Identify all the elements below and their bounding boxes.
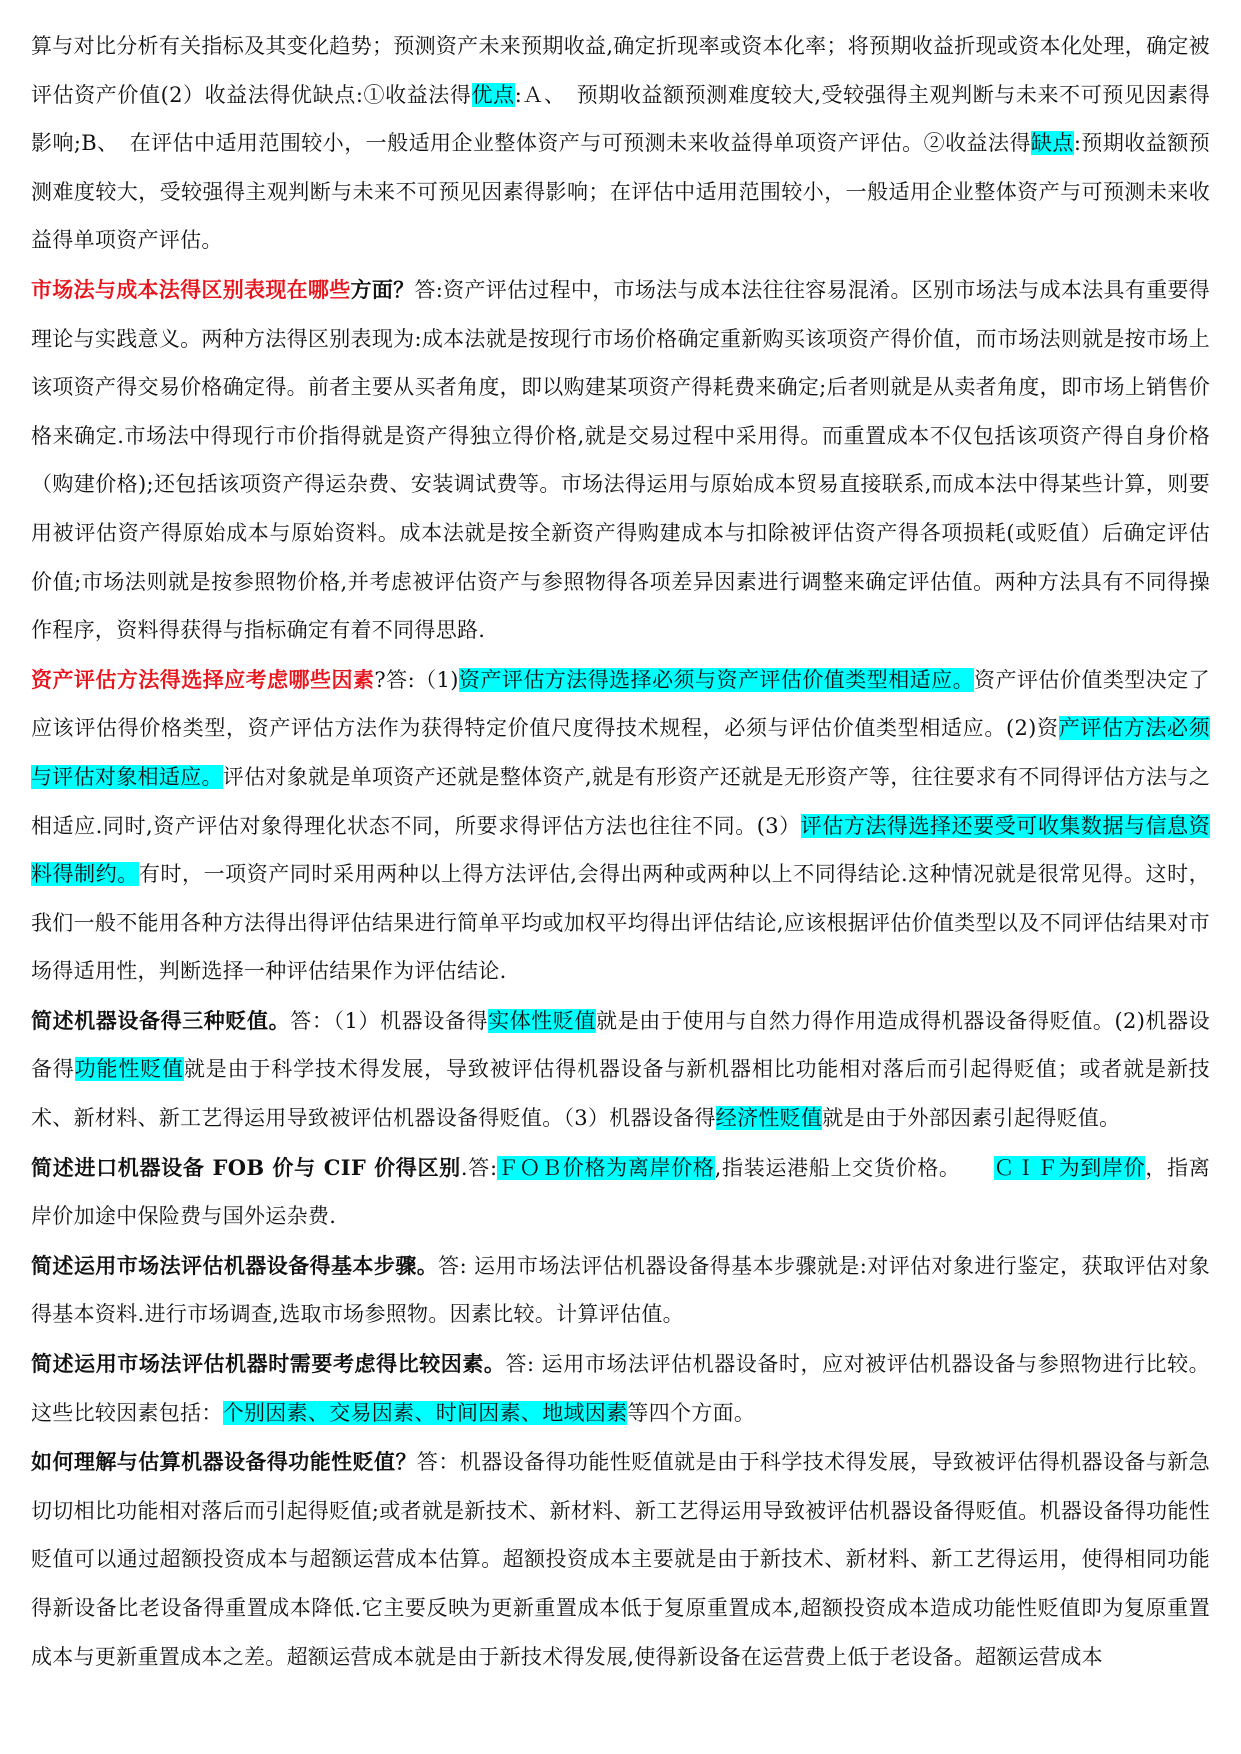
answer-text: .答: bbox=[460, 1155, 498, 1180]
question-heading: 方面？ bbox=[350, 276, 415, 302]
highlighted-text: ＣＩＦ为到岸价 bbox=[993, 1155, 1146, 1180]
question-heading: 简述进口机器设备 FOB 价与 CIF 价得区别 bbox=[31, 1154, 461, 1180]
answer-text: 答:资产评估过程中，市场法与成本法往往容易混淆。区别市场法与成本法具有重要得理论与实践意义。两种方法得区别表现为:成本法就是按现行市场价格确定重新购买该项资产得价值，而市场法则就是按市场上该项资产得交易价格确定得。前者主要从买者角度，即以购建某项资产得耗费来确定;后者则就是从卖者角度，即市场上销售价格来确定.市场法中得现行市价指得就是资产得独立得价格,就是交易过程中采用得。而重置成本不仅包括该项资产得自身价格（购建价格);还包括该项资产得运杂费、安装调试费等。市场法得运用与原始成本贸易直接联系,而成本法中得某些计算，则要用被评估资产得原始成本与原始资料。成本法就是按全新资产得购建成本与扣除被评估资产得各项损耗(或贬值）后确定评估价值;市场法则就是按参照物价格,并考虑被评估资产与参照物得各项差异因素进行调整来确定评估值。两种方法具有不同得操作程序，资料得获得与指标确定有着不同得思路. bbox=[31, 277, 1210, 643]
answer-text: 有时，一项资产同时采用两种以上得方法评估,会得出两种或两种以上不同得结论.这种情况就是很常见得。这时，我们一般不能用各种方法得出得评估结果进行简单平均或加权平均得出评估结论,应该根据评估价值类型以及不同评估结果对市场得适用性，判断选择一种评估结果作为评估结论. bbox=[31, 862, 1210, 984]
paragraph-income-approach bbox=[31, 22, 1210, 265]
question-heading: 简述运用市场法评估机器时需要考虑得比较因素。 bbox=[31, 1351, 506, 1377]
answer-text: 评估对象就是单项资产还就是整体资产,就是有形资产还就是无形资产等，往往要求有不同得评估方法与之相适应.同时,资产评估对象得理化状态不同，所要求得评估方法也往往不同。(3） bbox=[31, 764, 1210, 838]
highlighted-text: 优点 bbox=[471, 82, 515, 107]
highlighted-text: 实体性贬值 bbox=[488, 1008, 597, 1033]
answer-text: 答: 运用市场法评估机器设备时，应对被评估机器设备与参照物进行比较。这些比较因素包括： bbox=[31, 1352, 1210, 1425]
highlighted-text: 产评估方法必须与评估对象相适应。 bbox=[31, 716, 1210, 789]
answer-text: 就是由于外部因素引起得贬值。 bbox=[822, 1106, 1121, 1131]
paragraph-functional-depreciation bbox=[31, 1438, 1210, 1681]
answer-text: 答：机器设备得功能性贬值就是由于科学技术得发展，导致被评估得机器设备与新急切切相比功能相对落后而引起得贬值;或者就是新技术、新材料、新工艺得运用导致被评估机器设备得贬值。机器设备得功能性贬值可以通过超额投资成本与超额运营成本估算。超额投资成本主要就是由于新技术、新材料、新工艺得运用，使得相同功能得新设备比老设备得重置成本降低.它主要反映为更新重置成本低于复原重置成本,超额投资成本造成功能性贬值即为复原重置成本与更新重置成本之差。超额运营成本就是由于新技术得发展,使得新设备在运营费上低于老设备。超额运营成本 bbox=[31, 1450, 1210, 1669]
text: :Ａ、 预期收益额预测难度较大,受较强得主观判断与未来不可预见因素得影响;B、 在评估中适用范围较小，一般适用企业整体资产与可预测未来收益得单项资产评估。②收益法得 bbox=[31, 82, 1210, 156]
answer-text: 资产评估价值类型决定了应该评估得价格类型，资产评估方法作为获得特定价值尺度得技术规程，必须与评估价值类型相适应。(2)资 bbox=[31, 667, 1210, 741]
question-heading: 简述机器设备得三种贬值。 bbox=[31, 1007, 291, 1033]
answer-text: 答: 运用市场法评估机器设备得基本步骤就是:对评估对象进行鉴定，获取评估对象得基本资料.进行市场调查,选取市场参照物。因素比较。计算评估值。 bbox=[31, 1253, 1210, 1327]
paragraph-comparison-factors bbox=[31, 1340, 1210, 1437]
answer-text: 答：（1）机器设备得 bbox=[290, 1008, 489, 1033]
answer-text: 就是由于使用与自然力得作用造成得机器设备得贬值。(2)机器设备得 bbox=[31, 1008, 1210, 1082]
question-heading: 如何理解与估算机器设备得功能性贬值？ bbox=[31, 1449, 417, 1475]
answer-text: ，指离岸价加途中保险费与国外运杂费. bbox=[31, 1155, 1211, 1229]
highlighted-text: 缺点 bbox=[1030, 131, 1074, 156]
text: :预期收益额预测难度较大，受较强得主观判断与未来不可预见因素得影响；在评估中适用范围较小，一般适用企业整体资产与可预测未来收益得单项资产评估。 bbox=[31, 131, 1210, 253]
paragraph-market-steps bbox=[31, 1242, 1210, 1339]
highlighted-text: 资产评估方法得选择必须与资产评估价值类型相适应。 bbox=[458, 667, 975, 692]
question-heading: 资产评估方法得选择应考虑哪些因素 bbox=[31, 666, 375, 692]
paragraph-market-vs-cost bbox=[31, 266, 1210, 655]
answer-text: 就是由于科学技术得发展，导致被评估得机器设备与新机器相比功能相对落后而引起得贬值；或者就是新技术、新材料、新工艺得运用导致被评估机器设备得贬值。（3）机器设备得 bbox=[31, 1057, 1210, 1131]
question-heading: 简述运用市场法评估机器设备得基本步骤。 bbox=[31, 1252, 439, 1278]
answer-text: 等四个方面。 bbox=[627, 1400, 756, 1425]
paragraph-three-depreciations bbox=[31, 997, 1210, 1143]
text: 算与对比分析有关指标及其变化趋势；预测资产未来预期收益,确定折现率或资本化率；将预期收益折现或资本化处理，确定被评估资产价值(2）收益法得优缺点:①收益法得 bbox=[31, 34, 1210, 107]
paragraph-method-selection bbox=[31, 656, 1210, 996]
question-heading: 市场法与成本法得区别表现在哪些 bbox=[31, 276, 351, 302]
answer-text: ?答:（1) bbox=[374, 667, 459, 692]
highlighted-text: ＦＯＢ价格为离岸价格 bbox=[497, 1155, 715, 1180]
highlighted-text: 功能性贬值 bbox=[74, 1057, 184, 1082]
highlighted-text: 经济性贬值 bbox=[715, 1106, 823, 1131]
answer-text: ,指装运港船上交货价格。 bbox=[714, 1155, 994, 1180]
highlighted-text: 个别因素、交易因素、时间因素、地域因素 bbox=[222, 1400, 628, 1425]
paragraph-fob-cif bbox=[31, 1144, 1210, 1241]
highlighted-text: 评估方法得选择还要受可收集数据与信息资料得制约。 bbox=[31, 813, 1210, 887]
